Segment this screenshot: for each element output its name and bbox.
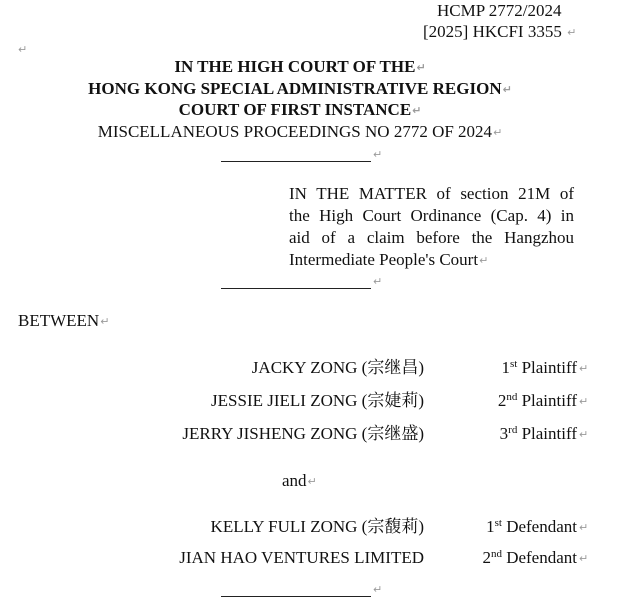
plaintiff-1-name: JACKY ZONG (宗继昌) xyxy=(251,358,424,377)
defendant-1-role: 1st Defendant xyxy=(486,517,577,536)
plaintiff-1-role: 1st Plaintiff xyxy=(501,358,577,377)
defendant-2-name: JIAN HAO VENTURES LIMITED xyxy=(179,548,424,567)
in-the-matter-paragraph xyxy=(289,183,574,272)
paragraph-mark-icon: ↵ xyxy=(579,552,589,565)
paragraph-mark-icon: ↵ xyxy=(579,395,589,408)
court-title-line-2: HONG KONG SPECIAL ADMINISTRATIVE REGION↵ xyxy=(88,79,512,98)
proceedings-number: MISCELLANEOUS PROCEEDINGS NO 2772 OF 2024↵ xyxy=(97,122,503,141)
matter-line: the High Court Ordinance (Cap. 4) in xyxy=(289,206,574,225)
paragraph-mark-icon: ↵ xyxy=(412,104,422,117)
plaintiff-2-name: JESSIE JIELI ZONG (宗婕莉) xyxy=(211,391,424,410)
defendant-1-name: KELLY FULI ZONG (宗馥莉) xyxy=(210,517,424,536)
neutral-citation: [2025] HKCFI 3355 ↵ xyxy=(423,22,577,41)
plaintiff-3-role: 3rd Plaintiff xyxy=(499,424,577,443)
paragraph-mark-icon: ↵ xyxy=(307,475,317,488)
paragraph-mark-icon: ↵ xyxy=(579,521,589,534)
court-title-line-3: COURT OF FIRST INSTANCE↵ xyxy=(178,100,422,119)
case-number: HCMP 2772/2024 xyxy=(437,1,562,20)
between-label: BETWEEN↵ xyxy=(18,311,110,330)
matter-line: Intermediate People's Court↵ xyxy=(289,250,489,269)
plaintiff-3-name: JERRY JISHENG ZONG (宗继盛) xyxy=(182,424,424,443)
paragraph-mark-icon: ↵ xyxy=(493,126,503,139)
paragraph-mark-icon: ↵ xyxy=(479,254,489,267)
matter-line: aid of a claim before the Hangzhou xyxy=(289,228,574,247)
court-title-line-1: IN THE HIGH COURT OF THE↵ xyxy=(174,57,426,76)
plaintiff-2-role: 2nd Plaintiff xyxy=(497,391,577,410)
defendant-2-role: 2nd Defendant xyxy=(482,548,577,567)
paragraph-mark-icon: ↵ xyxy=(416,61,426,74)
paragraph-mark-icon: ↵ xyxy=(373,583,383,596)
separator-rule xyxy=(221,161,371,162)
paragraph-mark-icon: ↵ xyxy=(502,83,512,96)
separator-rule xyxy=(221,288,371,289)
paragraph-mark-icon: ↵ xyxy=(579,428,589,441)
paragraph-mark-icon: ↵ xyxy=(373,275,383,288)
paragraph-mark-icon: ↵ xyxy=(100,315,110,328)
and-label: and↵ xyxy=(282,471,317,490)
matter-line: IN THE MATTER of section 21M of xyxy=(289,184,574,203)
paragraph-mark-icon: ↵ xyxy=(373,148,383,161)
paragraph-mark-icon: ↵ xyxy=(567,26,577,39)
empty-paragraph xyxy=(17,40,27,57)
separator-rule xyxy=(221,596,371,597)
paragraph-mark-icon: ↵ xyxy=(18,43,28,56)
paragraph-mark-icon: ↵ xyxy=(579,362,589,375)
